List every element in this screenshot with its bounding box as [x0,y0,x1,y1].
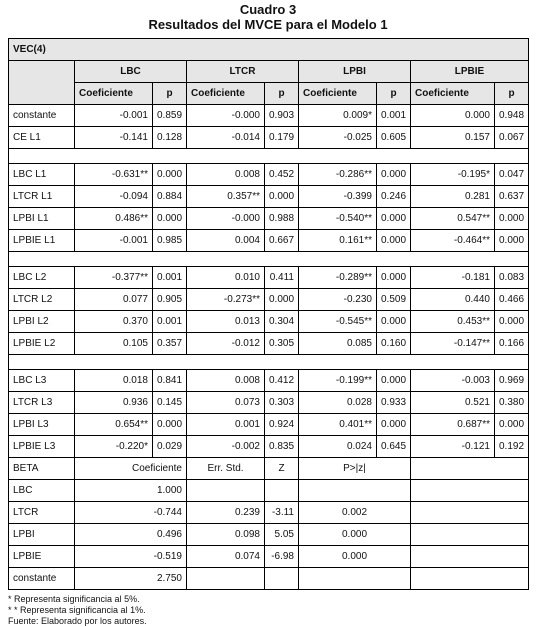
p-value-cell: 0.841 [153,370,187,392]
coef-cell: 0.440 [411,289,495,311]
p-value-cell: 0.067 [495,127,529,149]
coef-cell: 0.077 [75,289,153,311]
p-value-cell: 0.452 [265,164,299,186]
coef-cell: 0.281 [411,186,495,208]
group-header-ltcr: LTCR [187,61,299,83]
beta-err [187,480,265,502]
p-value-cell: 0.000 [153,208,187,230]
coef-cell: -0.147** [411,333,495,355]
spacer-row [9,252,529,267]
corner-cell [9,61,75,105]
p-value-cell: 0.029 [153,436,187,458]
coef-cell: 0.000 [411,105,495,127]
coef-cell: 0.486** [75,208,153,230]
table-row [9,267,529,289]
sub-header-coef: Coeficiente [75,83,153,105]
row-label: LBC L2 [9,267,75,289]
beta-row [9,524,529,546]
p-value-cell: 0.305 [265,333,299,355]
table-row [9,414,529,436]
group-header-lbc: LBC [75,61,187,83]
beta-row-label: LPBIE [9,546,75,568]
coef-cell: 0.024 [299,436,377,458]
sub-header-p: p [495,83,529,105]
p-value-cell: 0.884 [153,186,187,208]
table-header-row [9,39,529,61]
group-header-lpbi: LPBI [299,61,411,83]
p-value-cell: 0.903 [265,105,299,127]
p-value-cell: 0.509 [377,289,411,311]
p-value-cell: 0.835 [265,436,299,458]
coef-cell: 0.001 [187,414,265,436]
p-value-cell: 0.000 [265,289,299,311]
coef-cell: 0.073 [187,392,265,414]
row-label: LTCR L1 [9,186,75,208]
coef-cell: 0.085 [299,333,377,355]
coef-cell: -0.545** [299,311,377,333]
row-label: LPBI L2 [9,311,75,333]
beta-coef: 1.000 [75,480,187,502]
beta-header-coef: Coeficiente [75,458,187,480]
row-label: LBC L3 [9,370,75,392]
coef-cell: 0.547** [411,208,495,230]
coef-cell: -0.003 [411,370,495,392]
p-value-cell: 0.000 [377,208,411,230]
beta-coef: -0.519 [75,546,187,568]
table-row [9,436,529,458]
beta-row-label: constante [9,568,75,590]
sub-header-p: p [265,83,299,105]
coef-cell: -0.289** [299,267,377,289]
coef-cell: 0.008 [187,164,265,186]
beta-p: 0.002 [299,502,411,524]
empty-cell [411,502,529,524]
table-caption [0,2,536,32]
p-value-cell: 0.000 [377,230,411,252]
p-value-cell: 0.933 [377,392,411,414]
empty-cell [411,524,529,546]
sub-header-p: p [377,83,411,105]
coef-cell: 0.936 [75,392,153,414]
coef-cell: 0.018 [75,370,153,392]
beta-p: 0.000 [299,546,411,568]
p-value-cell: 0.000 [153,414,187,436]
coef-cell: -0.181 [411,267,495,289]
beta-z [265,480,299,502]
coef-cell: -0.121 [411,436,495,458]
caption-number: Cuadro 3 [239,2,297,17]
coef-cell: 0.105 [75,333,153,355]
coef-cell: 0.357** [187,186,265,208]
row-label: LPBI L3 [9,414,75,436]
p-value-cell: 0.000 [377,370,411,392]
beta-coef: -0.744 [75,502,187,524]
table-row [9,230,529,252]
p-value-cell: 0.000 [377,164,411,186]
p-value-cell: 0.145 [153,392,187,414]
coef-cell: -0.199** [299,370,377,392]
row-label: LTCR L2 [9,289,75,311]
coef-cell: -0.001 [75,105,153,127]
coef-cell: 0.654** [75,414,153,436]
coef-cell: -0.000 [187,208,265,230]
p-value-cell: 0.000 [495,230,529,252]
row-label: LPBIE L2 [9,333,75,355]
coef-cell: 0.013 [187,311,265,333]
empty-cell [411,568,529,590]
p-value-cell: 0.411 [265,267,299,289]
beta-header-p: P>|z| [299,458,411,480]
table-row [9,311,529,333]
p-value-cell: 0.905 [153,289,187,311]
coef-cell: -0.002 [187,436,265,458]
row-label: LPBIE L3 [9,436,75,458]
coef-cell: 0.157 [411,127,495,149]
p-value-cell: 0.000 [495,208,529,230]
row-label: LPBI L1 [9,208,75,230]
p-value-cell: 0.246 [377,186,411,208]
sub-header-p: p [153,83,187,105]
empty-cell [411,480,529,502]
p-value-cell: 0.047 [495,164,529,186]
beta-header-z: Z [265,458,299,480]
beta-p: 0.000 [299,524,411,546]
coef-cell: -0.141 [75,127,153,149]
table-row [9,186,529,208]
coef-cell: 0.453** [411,311,495,333]
p-value-cell: 0.466 [495,289,529,311]
beta-row-label: LPBI [9,524,75,546]
vec-results-table [8,38,529,590]
beta-label: BETA [9,458,75,480]
sub-header-coef: Coeficiente [299,83,377,105]
coef-cell: -0.012 [187,333,265,355]
coef-cell: -0.286** [299,164,377,186]
p-value-cell: 0.001 [153,267,187,289]
sub-header-coef: Coeficiente [411,83,495,105]
coef-cell: 0.010 [187,267,265,289]
coef-cell: -0.094 [75,186,153,208]
p-value-cell: 0.000 [495,311,529,333]
spacer-cell [9,252,529,267]
row-label: constante [9,105,75,127]
p-value-cell: 0.000 [377,414,411,436]
table-row [9,289,529,311]
beta-z: -3.11 [265,502,299,524]
p-value-cell: 0.000 [377,267,411,289]
coef-cell: -0.195* [411,164,495,186]
coef-cell: -0.631** [75,164,153,186]
beta-err: 0.239 [187,502,265,524]
coef-cell: -0.464** [411,230,495,252]
empty-cell [411,458,529,480]
note-1pct: * * Representa significancia al 1%. [8,605,146,615]
p-value-cell: 0.128 [153,127,187,149]
p-value-cell: 0.985 [153,230,187,252]
beta-err: 0.074 [187,546,265,568]
spacer-cell [9,355,529,370]
coef-cell: 0.004 [187,230,265,252]
p-value-cell: 0.000 [153,164,187,186]
sub-header-row [9,83,529,105]
p-value-cell: 0.000 [377,311,411,333]
table-row [9,333,529,355]
table-row [9,105,529,127]
beta-row [9,568,529,590]
beta-err: 0.098 [187,524,265,546]
coef-cell: -0.025 [299,127,377,149]
coef-cell: -0.220* [75,436,153,458]
coef-cell: -0.540** [299,208,377,230]
coef-cell: 0.009* [299,105,377,127]
table-row [9,392,529,414]
p-value-cell: 0.412 [265,370,299,392]
row-label: LTCR L3 [9,392,75,414]
p-value-cell: 0.303 [265,392,299,414]
p-value-cell: 0.166 [495,333,529,355]
p-value-cell: 0.948 [495,105,529,127]
beta-p [299,568,411,590]
p-value-cell: 0.667 [265,230,299,252]
coef-cell: -0.399 [299,186,377,208]
coef-cell: -0.273** [187,289,265,311]
beta-z [265,568,299,590]
beta-header-row [9,458,529,480]
p-value-cell: 0.969 [495,370,529,392]
beta-err [187,568,265,590]
p-value-cell: 0.645 [377,436,411,458]
row-label: CE L1 [9,127,75,149]
coef-cell: -0.001 [75,230,153,252]
coef-cell: 0.401** [299,414,377,436]
table-row [9,164,529,186]
table-row [9,127,529,149]
coef-cell: -0.377** [75,267,153,289]
table-row [9,370,529,392]
beta-row [9,480,529,502]
beta-row [9,502,529,524]
p-value-cell: 0.988 [265,208,299,230]
row-label: LPBIE L1 [9,230,75,252]
coef-cell: 0.008 [187,370,265,392]
p-value-cell: 0.179 [265,127,299,149]
table-notes [8,594,536,627]
coef-cell: 0.521 [411,392,495,414]
beta-row-label: LBC [9,480,75,502]
coef-cell: -0.230 [299,289,377,311]
spacer-row [9,149,529,164]
p-value-cell: 0.192 [495,436,529,458]
vec-label: VEC(4) [9,39,529,61]
beta-z: 5.05 [265,524,299,546]
coef-cell: 0.028 [299,392,377,414]
beta-row [9,546,529,568]
coef-cell: -0.000 [187,105,265,127]
beta-z: -6.98 [265,546,299,568]
p-value-cell: 0.380 [495,392,529,414]
p-value-cell: 0.001 [377,105,411,127]
beta-header-err: Err. Std. [187,458,265,480]
spacer-cell [9,149,529,164]
note-5pct: * Representa significancia al 5%. [8,594,140,604]
coef-cell: -0.014 [187,127,265,149]
empty-cell [411,546,529,568]
p-value-cell: 0.637 [495,186,529,208]
coef-cell: 0.370 [75,311,153,333]
note-source: Fuente: Elaborado por los autores. [8,616,147,626]
spacer-row [9,355,529,370]
group-header-lpbie: LPBIE [411,61,529,83]
coef-cell: 0.687** [411,414,495,436]
group-header-row [9,61,529,83]
p-value-cell: 0.304 [265,311,299,333]
p-value-cell: 0.083 [495,267,529,289]
p-value-cell: 0.605 [377,127,411,149]
beta-p [299,480,411,502]
p-value-cell: 0.859 [153,105,187,127]
p-value-cell: 0.160 [377,333,411,355]
p-value-cell: 0.001 [153,311,187,333]
row-label: LBC L1 [9,164,75,186]
p-value-cell: 0.357 [153,333,187,355]
beta-coef: 2.750 [75,568,187,590]
beta-coef: 0.496 [75,524,187,546]
p-value-cell: 0.000 [495,414,529,436]
sub-header-coef: Coeficiente [187,83,265,105]
coef-cell: 0.161** [299,230,377,252]
caption-title: Resultados del MVCE para el Modelo 1 [148,17,388,32]
beta-row-label: LTCR [9,502,75,524]
p-value-cell: 0.000 [265,186,299,208]
p-value-cell: 0.924 [265,414,299,436]
table-row [9,208,529,230]
